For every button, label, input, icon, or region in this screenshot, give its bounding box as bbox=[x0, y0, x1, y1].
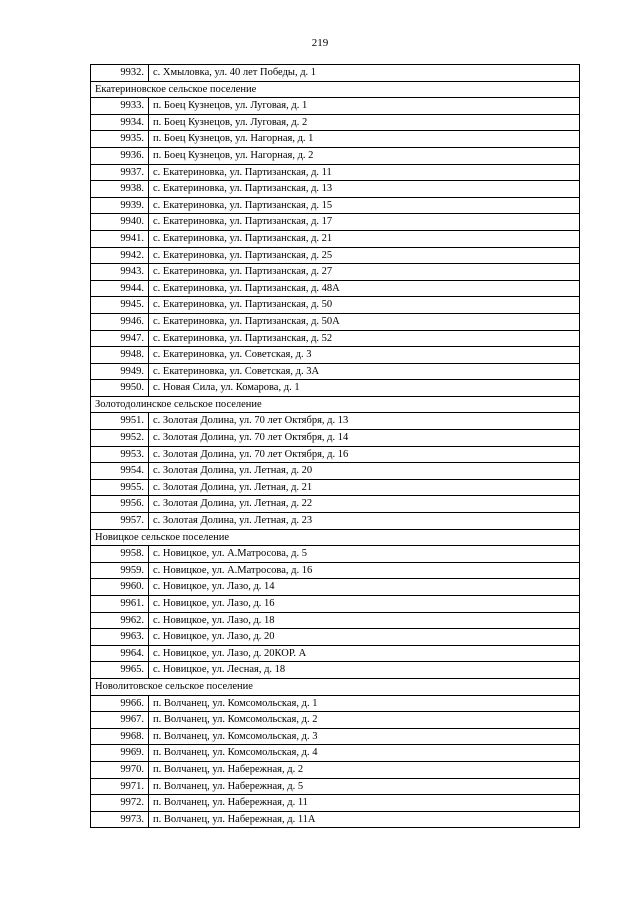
table-row bbox=[91, 612, 580, 629]
row-number: 9956. bbox=[91, 496, 149, 513]
row-number: 9935. bbox=[91, 131, 149, 148]
table-row bbox=[91, 147, 580, 164]
table-row bbox=[91, 695, 580, 712]
row-address: с. Екатериновка, ул. Партизанская, д. 48А bbox=[149, 280, 580, 297]
row-address: с. Золотая Долина, ул. Летная, д. 20 bbox=[149, 463, 580, 480]
table-row bbox=[91, 297, 580, 314]
row-number: 9970. bbox=[91, 761, 149, 778]
table-row bbox=[91, 811, 580, 828]
table-row bbox=[91, 413, 580, 430]
row-address: с. Екатериновка, ул. Партизанская, д. 21 bbox=[149, 230, 580, 247]
row-number: 9953. bbox=[91, 446, 149, 463]
row-address: с. Екатериновка, ул. Партизанская, д. 15 bbox=[149, 197, 580, 214]
row-number: 9952. bbox=[91, 430, 149, 447]
table-row bbox=[91, 330, 580, 347]
table-row bbox=[91, 728, 580, 745]
row-address: п. Боец Кузнецов, ул. Нагорная, д. 2 bbox=[149, 147, 580, 164]
row-address: п. Боец Кузнецов, ул. Луговая, д. 1 bbox=[149, 98, 580, 115]
row-address: с. Новицкое, ул. Лазо, д. 16 bbox=[149, 596, 580, 613]
table-row bbox=[91, 513, 580, 530]
table-row bbox=[91, 546, 580, 563]
address-table bbox=[90, 64, 580, 828]
page-number: 219 bbox=[311, 37, 329, 49]
row-address: с. Золотая Долина, ул. 70 лет Октября, д. 16 bbox=[149, 446, 580, 463]
row-address: с. Новицкое, ул. Лазо, д. 20КОР. А bbox=[149, 645, 580, 662]
row-number: 9947. bbox=[91, 330, 149, 347]
address-table-body bbox=[91, 65, 580, 828]
section-row bbox=[91, 81, 580, 98]
row-number: 9964. bbox=[91, 645, 149, 662]
row-address: п. Волчанец, ул. Набережная, д. 2 bbox=[149, 761, 580, 778]
row-number: 9968. bbox=[91, 728, 149, 745]
row-number: 9945. bbox=[91, 297, 149, 314]
row-address: с. Новицкое, ул. Лесная, д. 18 bbox=[149, 662, 580, 679]
row-number: 9943. bbox=[91, 264, 149, 281]
row-number: 9948. bbox=[91, 347, 149, 364]
row-number: 9954. bbox=[91, 463, 149, 480]
row-address: с. Екатериновка, ул. Партизанская, д. 27 bbox=[149, 264, 580, 281]
table-row bbox=[91, 181, 580, 198]
row-number: 9962. bbox=[91, 612, 149, 629]
row-address: п. Волчанец, ул. Набережная, д. 11 bbox=[149, 795, 580, 812]
table-row bbox=[91, 479, 580, 496]
section-heading: Екатериновское сельское поселение bbox=[91, 81, 580, 98]
row-address: п. Волчанец, ул. Комсомольская, д. 2 bbox=[149, 712, 580, 729]
row-number: 9971. bbox=[91, 778, 149, 795]
row-number: 9951. bbox=[91, 413, 149, 430]
row-number: 9941. bbox=[91, 230, 149, 247]
table-row bbox=[91, 363, 580, 380]
row-address: с. Новицкое, ул. Лазо, д. 18 bbox=[149, 612, 580, 629]
row-address: п. Волчанец, ул. Комсомольская, д. 4 bbox=[149, 745, 580, 762]
row-number: 9965. bbox=[91, 662, 149, 679]
row-address: с. Екатериновка, ул. Партизанская, д. 52 bbox=[149, 330, 580, 347]
row-address: с. Екатериновка, ул. Партизанская, д. 50 bbox=[149, 297, 580, 314]
section-heading: Золотодолинское сельское поселение bbox=[91, 396, 580, 413]
row-address: с. Новицкое, ул. Лазо, д. 20 bbox=[149, 629, 580, 646]
row-address: с. Новицкое, ул. Лазо, д. 14 bbox=[149, 579, 580, 596]
table-row bbox=[91, 712, 580, 729]
row-address: п. Боец Кузнецов, ул. Луговая, д. 2 bbox=[149, 114, 580, 131]
table-row bbox=[91, 197, 580, 214]
row-address: с. Новая Сила, ул. Комарова, д. 1 bbox=[149, 380, 580, 397]
row-number: 9955. bbox=[91, 479, 149, 496]
row-address: с. Екатериновка, ул. Советская, д. 3А bbox=[149, 363, 580, 380]
row-address: с. Хмыловка, ул. 40 лет Победы, д. 1 bbox=[149, 65, 580, 82]
section-heading: Новолитовское сельское поселение bbox=[91, 678, 580, 695]
row-number: 9961. bbox=[91, 596, 149, 613]
row-number: 9973. bbox=[91, 811, 149, 828]
table-row bbox=[91, 745, 580, 762]
row-number: 9942. bbox=[91, 247, 149, 264]
row-address: с. Новицкое, ул. А.Матросова, д. 5 bbox=[149, 546, 580, 563]
table-row bbox=[91, 446, 580, 463]
row-number: 9963. bbox=[91, 629, 149, 646]
row-number: 9940. bbox=[91, 214, 149, 231]
row-number: 9960. bbox=[91, 579, 149, 596]
row-number: 9946. bbox=[91, 313, 149, 330]
row-number: 9957. bbox=[91, 513, 149, 530]
row-number: 9958. bbox=[91, 546, 149, 563]
row-number: 9972. bbox=[91, 795, 149, 812]
row-address: с. Золотая Долина, ул. Летная, д. 23 bbox=[149, 513, 580, 530]
table-row bbox=[91, 662, 580, 679]
row-address: п. Боец Кузнецов, ул. Нагорная, д. 1 bbox=[149, 131, 580, 148]
table-row bbox=[91, 463, 580, 480]
row-number: 9944. bbox=[91, 280, 149, 297]
row-address: с. Екатериновка, ул. Партизанская, д. 11 bbox=[149, 164, 580, 181]
row-address: с. Екатериновка, ул. Партизанская, д. 50А bbox=[149, 313, 580, 330]
table-row bbox=[91, 380, 580, 397]
table-row bbox=[91, 562, 580, 579]
section-row bbox=[91, 396, 580, 413]
row-number: 9938. bbox=[91, 181, 149, 198]
table-row bbox=[91, 596, 580, 613]
row-number: 9937. bbox=[91, 164, 149, 181]
row-number: 9932. bbox=[91, 65, 149, 82]
table-row bbox=[91, 629, 580, 646]
row-address: с. Екатериновка, ул. Советская, д. 3 bbox=[149, 347, 580, 364]
table-row bbox=[91, 164, 580, 181]
table-row bbox=[91, 761, 580, 778]
row-address: с. Екатериновка, ул. Партизанская, д. 13 bbox=[149, 181, 580, 198]
table-row bbox=[91, 645, 580, 662]
row-address: с. Золотая Долина, ул. Летная, д. 21 bbox=[149, 479, 580, 496]
section-heading: Новицкое сельское поселение bbox=[91, 529, 580, 546]
row-number: 9933. bbox=[91, 98, 149, 115]
row-number: 9934. bbox=[91, 114, 149, 131]
row-number: 9949. bbox=[91, 363, 149, 380]
row-number: 9969. bbox=[91, 745, 149, 762]
table-row bbox=[91, 131, 580, 148]
table-row bbox=[91, 264, 580, 281]
row-number: 9936. bbox=[91, 147, 149, 164]
row-number: 9967. bbox=[91, 712, 149, 729]
row-address: п. Волчанец, ул. Набережная, д. 11А bbox=[149, 811, 580, 828]
row-number: 9950. bbox=[91, 380, 149, 397]
table-row bbox=[91, 65, 580, 82]
table-row bbox=[91, 496, 580, 513]
table-row bbox=[91, 795, 580, 812]
table-row bbox=[91, 214, 580, 231]
row-address: с. Золотая Долина, ул. 70 лет Октября, д. 13 bbox=[149, 413, 580, 430]
table-row bbox=[91, 313, 580, 330]
row-address: п. Волчанец, ул. Набережная, д. 5 bbox=[149, 778, 580, 795]
table-row bbox=[91, 247, 580, 264]
row-address: п. Волчанец, ул. Комсомольская, д. 1 bbox=[149, 695, 580, 712]
row-address: с. Золотая Долина, ул. Летная, д. 22 bbox=[149, 496, 580, 513]
row-address: с. Новицкое, ул. А.Матросова, д. 16 bbox=[149, 562, 580, 579]
section-row bbox=[91, 678, 580, 695]
table-row bbox=[91, 347, 580, 364]
table-row bbox=[91, 778, 580, 795]
table-row bbox=[91, 230, 580, 247]
row-address: с. Екатериновка, ул. Партизанская, д. 17 bbox=[149, 214, 580, 231]
row-number: 9939. bbox=[91, 197, 149, 214]
row-address: п. Волчанец, ул. Комсомольская, д. 3 bbox=[149, 728, 580, 745]
row-number: 9966. bbox=[91, 695, 149, 712]
row-address: с. Екатериновка, ул. Партизанская, д. 25 bbox=[149, 247, 580, 264]
table-row bbox=[91, 579, 580, 596]
row-address: с. Золотая Долина, ул. 70 лет Октября, д. 14 bbox=[149, 430, 580, 447]
table-row bbox=[91, 114, 580, 131]
table-row bbox=[91, 98, 580, 115]
section-row bbox=[91, 529, 580, 546]
row-number: 9959. bbox=[91, 562, 149, 579]
table-row bbox=[91, 430, 580, 447]
table-row bbox=[91, 280, 580, 297]
